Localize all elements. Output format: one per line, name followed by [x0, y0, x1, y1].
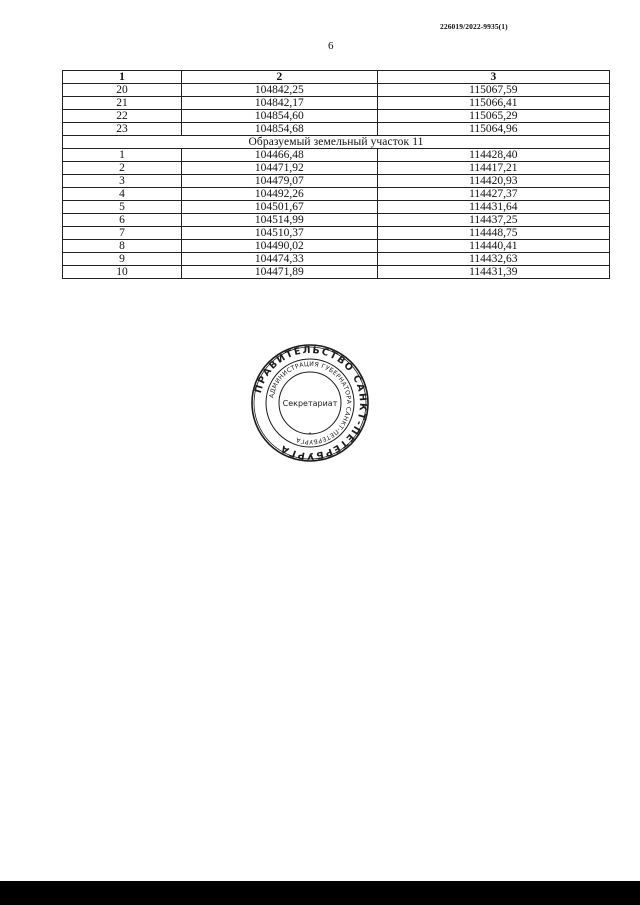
table-row [63, 110, 610, 123]
x-coordinate-cell: 104501,67 [182, 201, 378, 214]
point-number-cell: 21 [63, 97, 182, 110]
table-row [63, 214, 610, 227]
y-coordinate-cell: 115065,29 [377, 110, 609, 123]
page-number: 6 [328, 40, 334, 52]
x-coordinate-cell: 104842,25 [182, 84, 378, 97]
table-row [63, 175, 610, 188]
column-header-1: 1 [63, 71, 182, 84]
table-row [63, 188, 610, 201]
point-number-cell: 3 [63, 175, 182, 188]
scan-bottom-edge [0, 881, 640, 905]
point-number-cell: 7 [63, 227, 182, 240]
point-number-cell: 23 [63, 123, 182, 136]
stamp-outer-text: ПРАВИТЕЛЬСТВО САНКТ-ПЕТЕРБУРГА [252, 344, 369, 462]
column-header-2: 2 [182, 71, 378, 84]
table-row [63, 123, 610, 136]
document-number: 226019/2022-9935(1) [440, 22, 508, 31]
point-number-cell: 1 [63, 149, 182, 162]
x-coordinate-cell: 104510,37 [182, 227, 378, 240]
table-row [63, 266, 610, 279]
point-number-cell: 22 [63, 110, 182, 123]
x-coordinate-cell: 104842,17 [182, 97, 378, 110]
y-coordinate-cell: 114427,37 [377, 188, 609, 201]
y-coordinate-cell: 114437,25 [377, 214, 609, 227]
y-coordinate-cell: 115066,41 [377, 97, 609, 110]
point-number-cell: 20 [63, 84, 182, 97]
column-header-3: 3 [377, 71, 609, 84]
point-number-cell: 6 [63, 214, 182, 227]
point-number-cell: 5 [63, 201, 182, 214]
stamp-dot-icon: • [308, 431, 312, 437]
table-row [63, 149, 610, 162]
y-coordinate-cell: 115067,59 [377, 84, 609, 97]
x-coordinate-cell: 104471,92 [182, 162, 378, 175]
point-number-cell: 9 [63, 253, 182, 266]
table-row [63, 201, 610, 214]
x-coordinate-cell: 104474,33 [182, 253, 378, 266]
section-row [63, 136, 610, 149]
table-row [63, 162, 610, 175]
x-coordinate-cell: 104490,02 [182, 240, 378, 253]
y-coordinate-cell: 114432,63 [377, 253, 609, 266]
table-body-previous-plot [63, 84, 610, 136]
y-coordinate-cell: 114440,41 [377, 240, 609, 253]
x-coordinate-cell: 104492,26 [182, 188, 378, 201]
x-coordinate-cell: 104466,48 [182, 149, 378, 162]
table-row [63, 227, 610, 240]
x-coordinate-cell: 104479,07 [182, 175, 378, 188]
point-number-cell: 10 [63, 266, 182, 279]
coordinates-table [62, 70, 610, 279]
section-title: Образуемый земельный участок 11 [63, 136, 610, 149]
point-number-cell: 2 [63, 162, 182, 175]
y-coordinate-cell: 114428,40 [377, 149, 609, 162]
stamp-inner-text: АДМИНИСТРАЦИЯ ГУБЕРНАТОРА САНКТ-ПЕТЕРБУРГА [268, 360, 353, 446]
y-coordinate-cell: 114431,64 [377, 201, 609, 214]
round-seal-stamp [250, 343, 370, 463]
table-row [63, 97, 610, 110]
table-row [63, 253, 610, 266]
y-coordinate-cell: 114448,75 [377, 227, 609, 240]
table-section [63, 136, 610, 149]
point-number-cell: 8 [63, 240, 182, 253]
x-coordinate-cell: 104471,89 [182, 266, 378, 279]
x-coordinate-cell: 104854,60 [182, 110, 378, 123]
x-coordinate-cell: 104854,68 [182, 123, 378, 136]
y-coordinate-cell: 114417,21 [377, 162, 609, 175]
y-coordinate-cell: 114420,93 [377, 175, 609, 188]
table-body-plot-11 [63, 149, 610, 279]
point-number-cell: 4 [63, 188, 182, 201]
table-row [63, 240, 610, 253]
stamp-center-text: Секретариат [282, 399, 338, 408]
table-header-row [63, 71, 610, 84]
x-coordinate-cell: 104514,99 [182, 214, 378, 227]
y-coordinate-cell: 114431,39 [377, 266, 609, 279]
table-row [63, 84, 610, 97]
y-coordinate-cell: 115064,96 [377, 123, 609, 136]
